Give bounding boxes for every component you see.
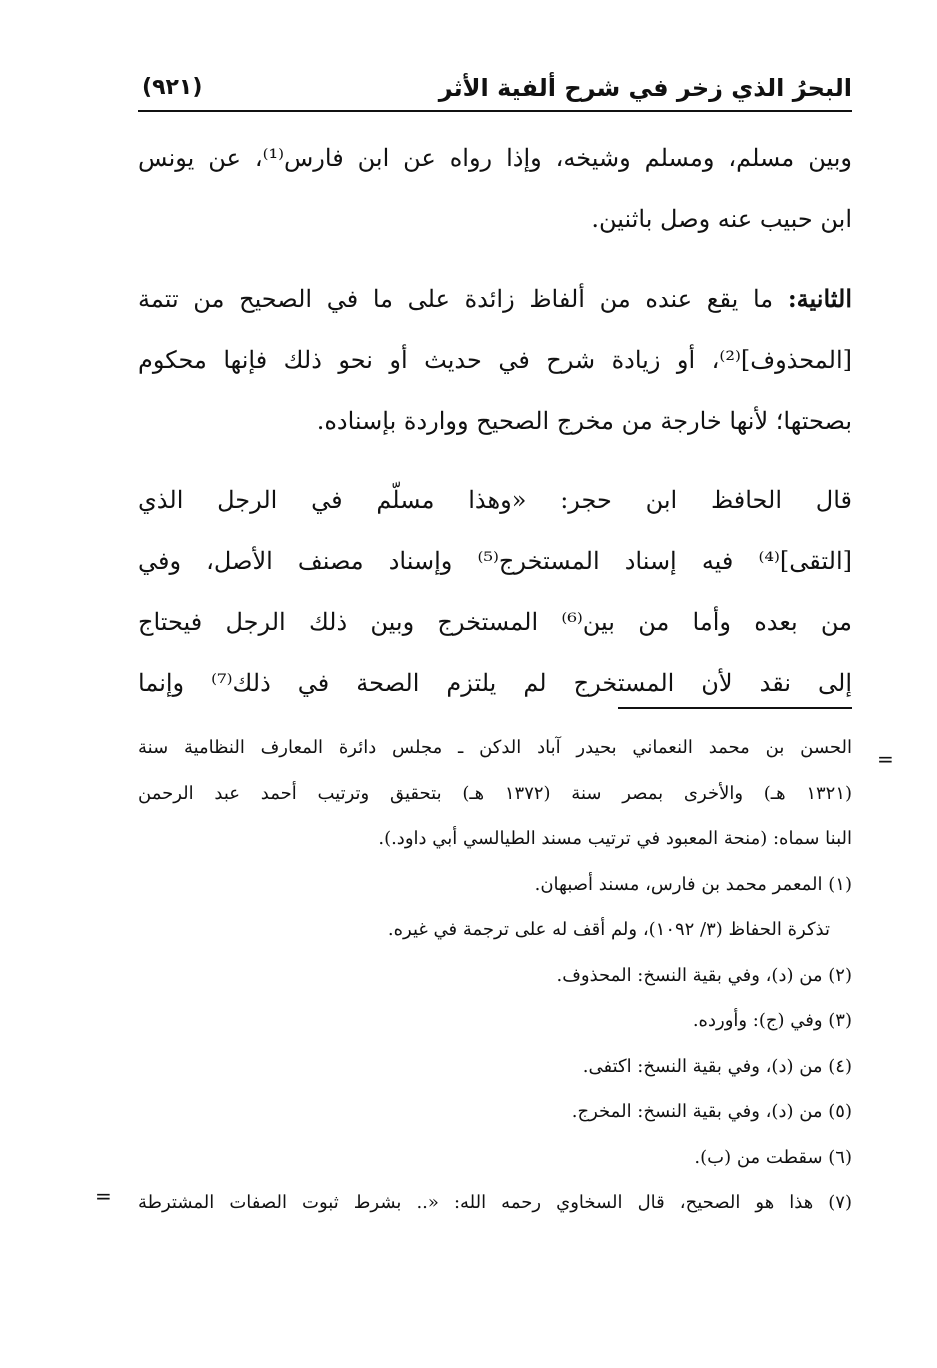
footnote-1: (١) المعمر محمد بن فارس، مسند أصبهان. (534, 873, 852, 895)
text-line: إلى نقد لأن المستخرج لم يلتزم الصحة في ذلك⁽⁷⁾ وإنما (138, 669, 852, 697)
text-line: قال الحافظ ابن حجر: «وهذا مسلّم في الرجل الذي (138, 486, 852, 514)
footnote-continued-line: البنا سماه: (منحة المعبود في ترتيب مسند الطيالسي أبي داود.). (378, 828, 852, 849)
footnote-2: (٢) من (د)، وفي بقية النسخ: المحذوف. (556, 964, 852, 986)
paragraph-1 (138, 128, 852, 250)
running-title: البحرُ الذي زخر في شرح ألفية الأثر (438, 74, 852, 102)
text-line (138, 268, 852, 330)
footnote-4: (٤) من (د)، وفي بقية النسخ: اكتفى. (582, 1055, 852, 1077)
continuation-mark: = (95, 1184, 112, 1208)
footnote-6: (٦) سقطت من (ب). (694, 1146, 852, 1168)
footnote-3: (٣) وفي (ج): وأورده. (692, 1010, 852, 1031)
header-rule (138, 110, 852, 112)
footnote-7: (٧) هذا هو الصحيح، قال السخاوي رحمه الله: «.. بشرط ثبوت الصفات المشترطة (138, 1192, 852, 1213)
text-line: بصحتها؛ لأنها خارجة من مخرج الصحيح وواردة بإسناده. (316, 407, 852, 435)
section-lead: الثانية: (787, 284, 852, 313)
text-line: [التقى]⁽⁴⁾ فيه إسناد المستخرج⁽⁵⁾ وإسناد مصنف الأصل، وفي (138, 547, 852, 575)
paragraph-2 (138, 268, 852, 452)
running-header (138, 68, 852, 112)
continuation-mark: = (877, 747, 894, 771)
text-line: ابن حبيب عنه وصل باثنين. (591, 205, 852, 233)
text-line: وبين مسلم، ومسلم وشيخه، وإذا رواه عن ابن فارس⁽¹⁾، عن يونس (138, 144, 852, 172)
footnotes (138, 725, 852, 1226)
footnote-continued-line: الحسن بن محمد النعماني بحيدر آباد الدكن ـ مجلس دائرة المعارف النظامية سنة (138, 737, 852, 758)
text-line: [المحذوف]⁽²⁾، أو زيادة شرح في حديث أو نحو ذلك فإنها محكوم (138, 346, 852, 374)
paragraph-3 (138, 470, 852, 714)
text-line: من بعده وأما من بين⁽⁶⁾ المستخرج وبين ذلك الرجل فيحتاج (138, 608, 852, 636)
text-fragment: ما يقع عنده من ألفاظ زائدة على ما في الصحيح من تتمة (138, 285, 788, 313)
page-number: (٩٢١) (142, 75, 203, 100)
footnote-5: (٥) من (د)، وفي بقية النسخ: المخرج. (571, 1101, 852, 1122)
footnote-continued-line: (١٣٢١ هـ) والأخرى بمصر سنة (١٣٧٢ هـ) بتحقيق وترتيب أحمد عبد الرحمن (138, 782, 852, 804)
main-text (138, 128, 852, 714)
footnote-separator (618, 707, 852, 709)
footnote-continued-line: تذكرة الحفاظ (٣/ ١٠٩٢)، ولم أقف له على ترجمة في غيره. (387, 919, 830, 940)
